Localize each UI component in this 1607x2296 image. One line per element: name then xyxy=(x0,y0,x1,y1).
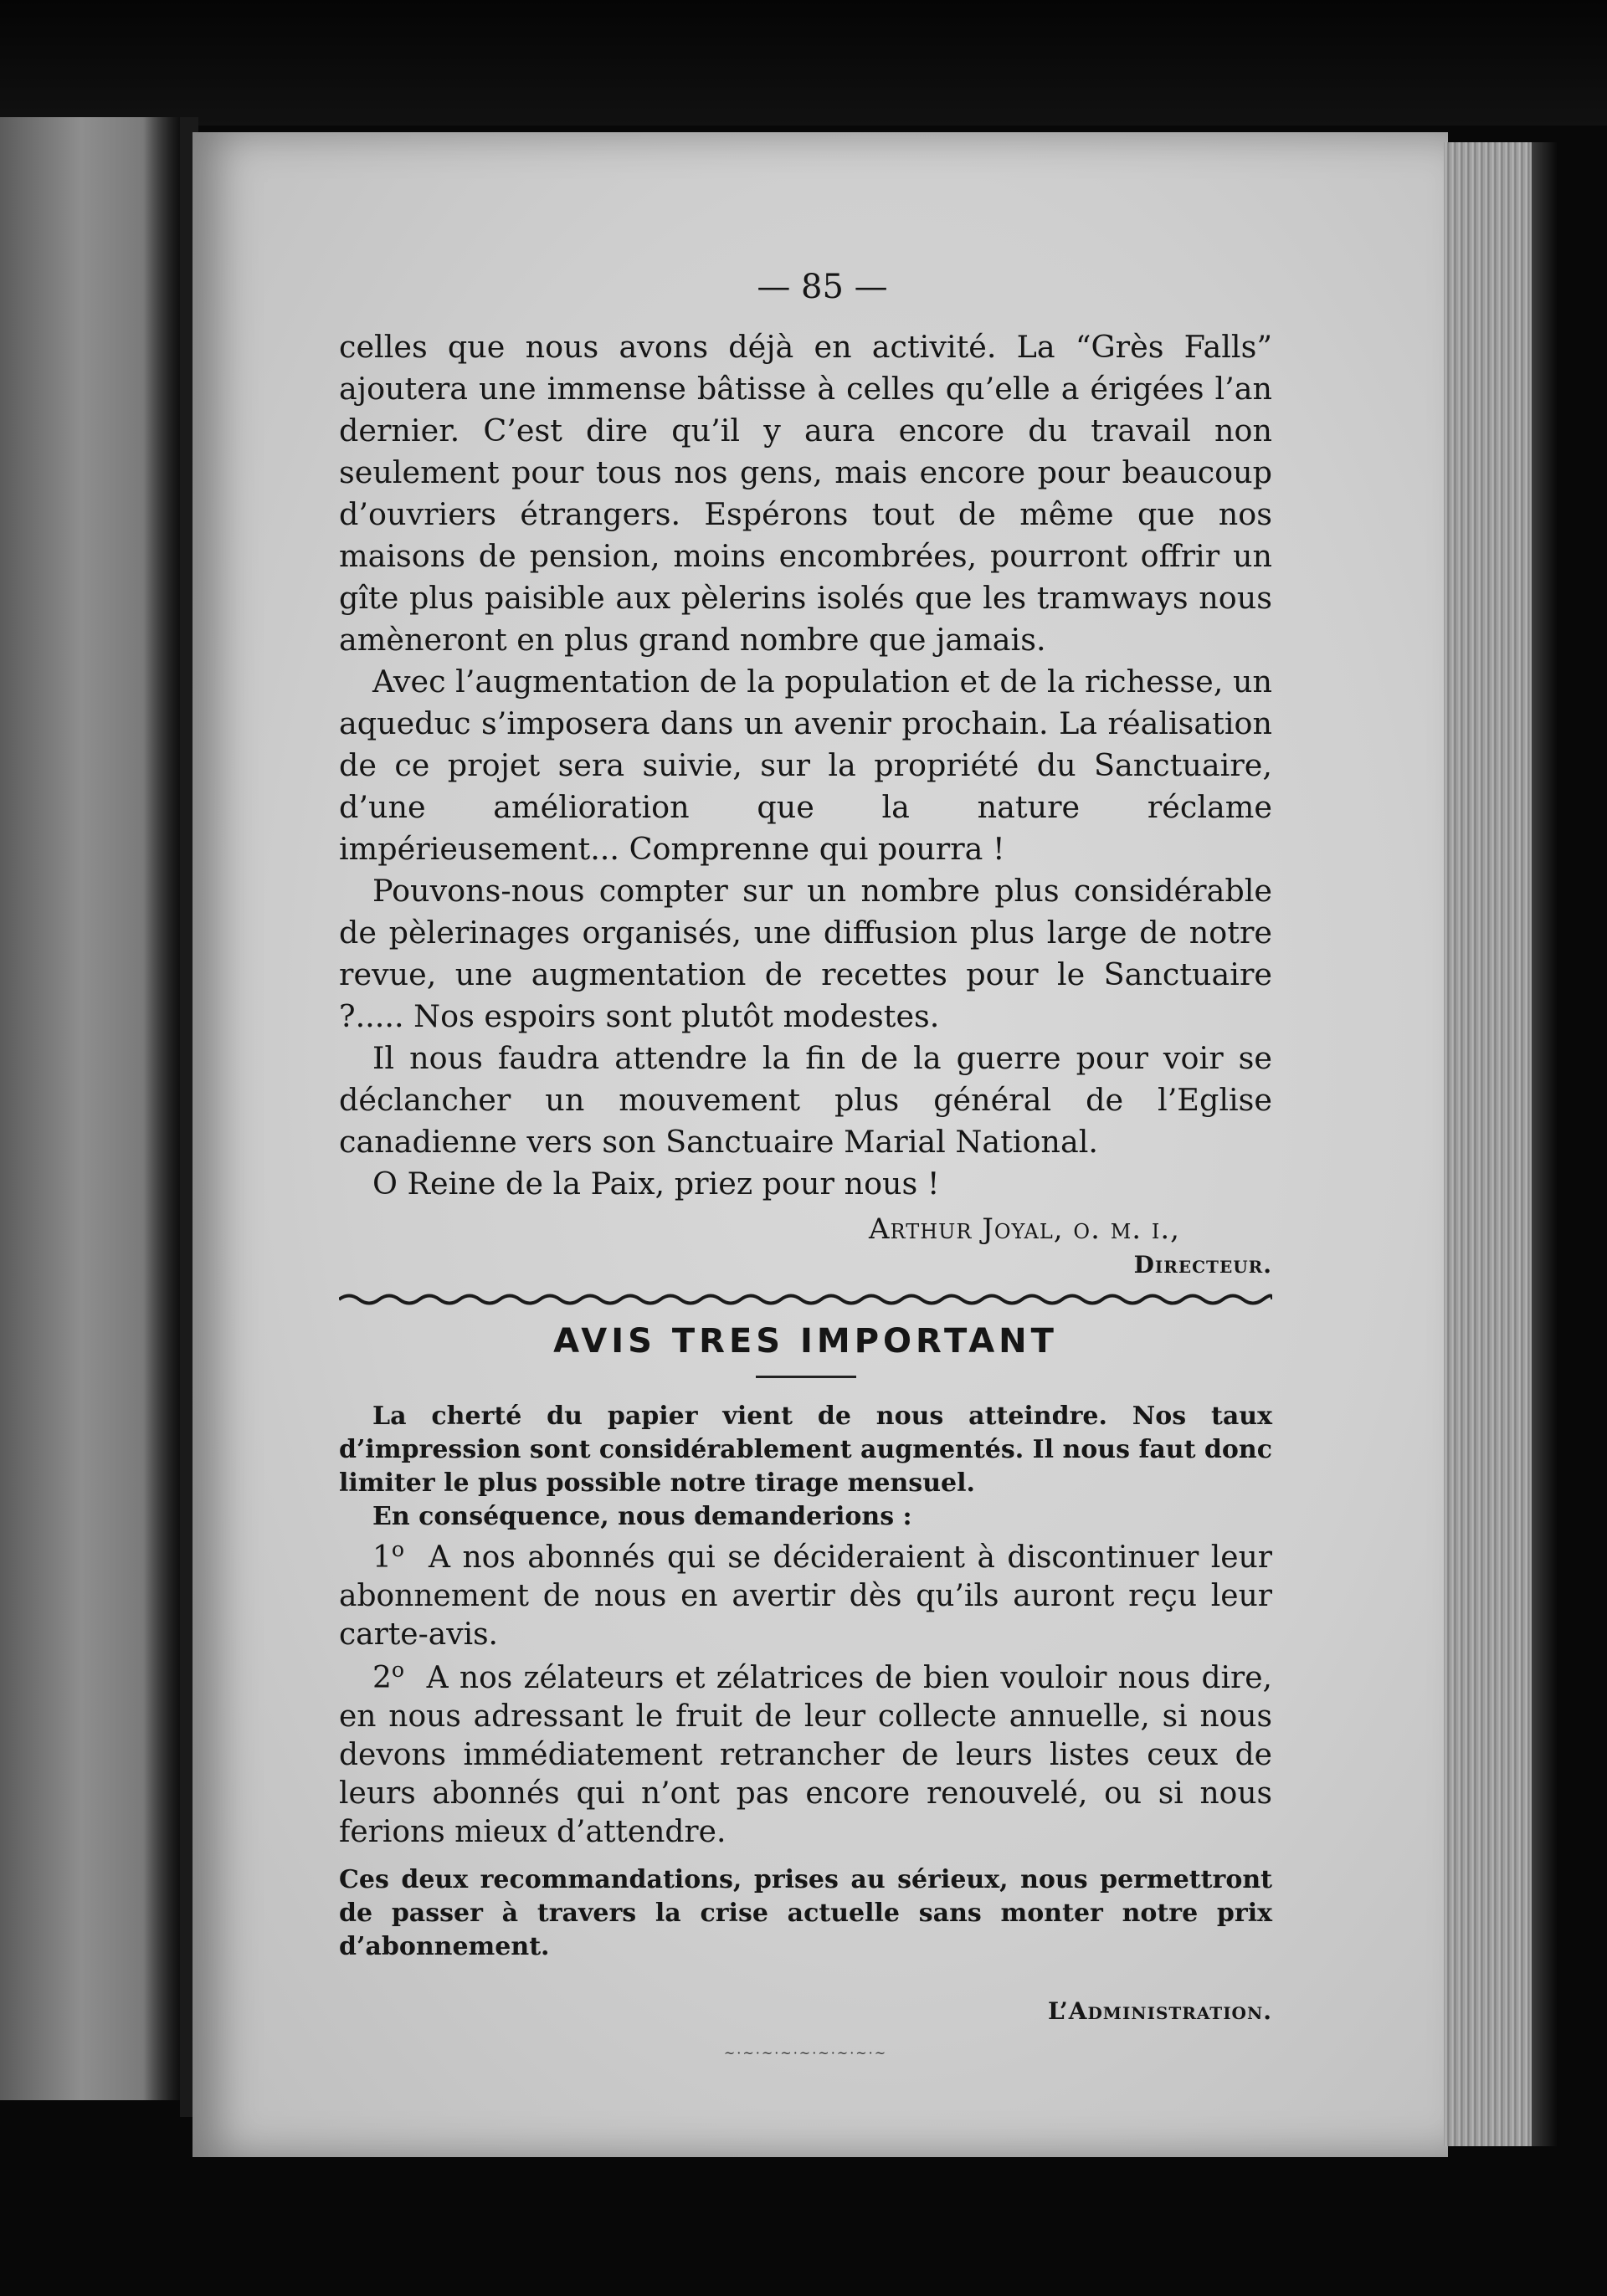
notice-item-1 xyxy=(339,1539,1272,1654)
paragraph-2: Avec l’augmentation de la population et de la richesse, un aqueduc s’imposera dans un avenir prochain. La réalisation de ce projet sera suivie, sur la propriété du Sanctuaire, d’une amélioration que la nature réclame impérieusement... Comprenne qui pourra ! xyxy=(339,664,1272,867)
administration-signature: L’Administration. xyxy=(1048,1997,1272,2025)
paragraph-1: celles que nous avons déjà en activité. La “Grès Falls” ajoutera une immense bâtisse à celles qu’elle a érigées l’an dernier. C’est dire qu’il y aura encore du travail non seulement pour tous nos gens, mais encore pour beaucoup d’ouvriers étrangers. Espérons tout de même que nos maisons de pension, moins encombrées, pourront offrir un gîte plus paisible aux pèlerins isolés que les tramways nous amèneront en plus grand nombre que jamais. xyxy=(339,329,1272,658)
signature-role: Directeur. xyxy=(1133,1251,1272,1279)
notice-consequence: En conséquence, nous demanderions : xyxy=(372,1502,912,1531)
item-1-ordinal: o xyxy=(391,1537,405,1561)
item-2-text: A nos zélateurs et zélatrices de bien vouloir nous dire, en nous adressant le fruit de leur collecte annuelle, si nous devons immédiatement retrancher de leurs listes ceux de leurs abonnés qui n’ont pas encore renouvelé, ou si nous ferions mieux d’attendre. xyxy=(339,1661,1272,1849)
page-edges xyxy=(1444,142,1544,2146)
notice-title: AVIS TRES IMPORTANT xyxy=(553,1322,1058,1361)
title-rule xyxy=(756,1376,856,1378)
article-signature xyxy=(339,1208,1272,1280)
page-content xyxy=(339,268,1272,2061)
signature-name: Arthur Joyal, o. m. i., xyxy=(869,1212,1180,1246)
scan-background xyxy=(0,0,1607,126)
notice-intro: La cherté du papier vient de nous atteindre. Nos taux d’impression sont considérablement augmentés. Il nous faut donc limiter le plus possible notre tirage mensuel. xyxy=(339,1402,1272,1498)
paragraph-3: Pouvons-nous compter sur un nombre plus considérable de pèlerinages organisés, une diffusion plus large de notre revue, une augmentation de recettes pour le Sanctuaire ?..... Nos espoirs sont plutôt modestes. xyxy=(339,873,1272,1034)
item-2-number: 2 xyxy=(372,1661,392,1695)
item-1-number: 1 xyxy=(372,1540,392,1575)
item-1-text: A nos abonnés qui se décideraient à discontinuer leur abonnement de nous en avertir dès qu’ils auront reçu leur carte-avis. xyxy=(339,1540,1272,1652)
notice-item-2 xyxy=(339,1659,1272,1852)
page-number: — 85 — xyxy=(757,268,888,306)
paragraph-4: Il nous faudra attendre la fin de la guerre pour voir se déclancher un mouvement plus général de l’Eglise canadienne vers son Sanctuaire Marial National. xyxy=(339,1040,1272,1160)
end-ornament: ~·~·~·~·~·~·~·~·~ xyxy=(723,2045,888,2061)
wavy-divider xyxy=(339,1287,1272,1312)
paragraph-5: O Reine de la Paix, priez pour nous ! xyxy=(372,1166,940,1202)
page-edges-shadow xyxy=(1532,142,1557,2146)
item-2-ordinal: o xyxy=(391,1658,405,1682)
notice-closing: Ces deux recommandations, prises au sérieux, nous permettront de passer à travers la crise actuelle sans monter notre prix d’abonnement. xyxy=(339,1865,1272,1961)
